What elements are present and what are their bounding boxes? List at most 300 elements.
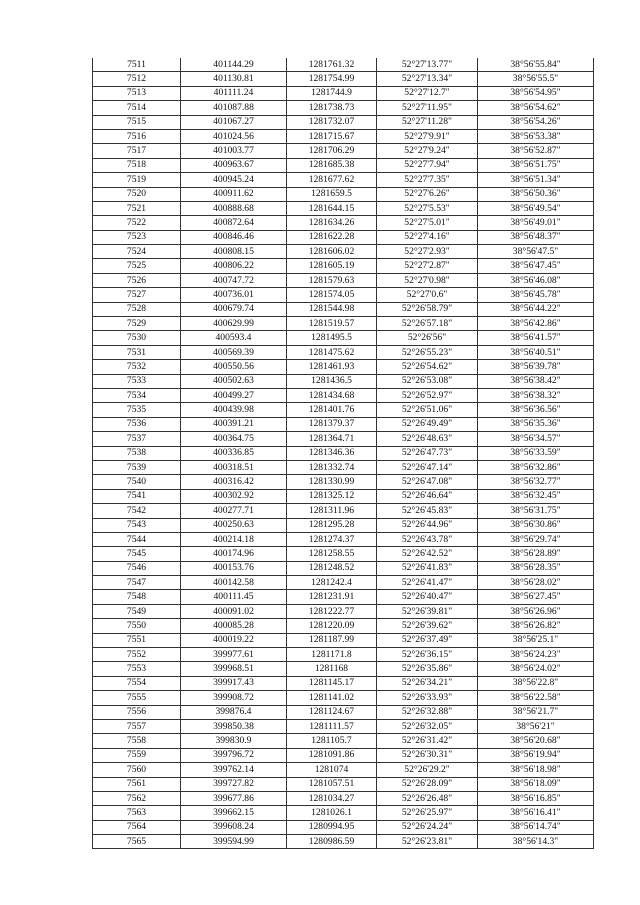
latitude-cell: 52°26'51.06" <box>377 403 478 417</box>
longitude-cell: 38°56'18.09" <box>478 777 594 791</box>
longitude-cell: 38°56'54.26" <box>478 115 594 129</box>
table-row <box>93 820 594 834</box>
x-coordinate-cell: 400085.28 <box>181 619 287 633</box>
y-coordinate-cell: 1281544.98 <box>287 302 377 316</box>
table-row <box>93 388 594 402</box>
y-coordinate-cell: 1281258.55 <box>287 547 377 561</box>
latitude-cell: 52°27'11.28" <box>377 115 478 129</box>
x-coordinate-cell: 401144.29 <box>181 58 287 72</box>
latitude-cell: 52°26'34.21" <box>377 676 478 690</box>
longitude-cell: 38°56'16.85" <box>478 791 594 805</box>
x-coordinate-cell: 400364.75 <box>181 432 287 446</box>
x-coordinate-cell: 400945.24 <box>181 173 287 187</box>
table-row <box>93 590 594 604</box>
point-number-cell: 7540 <box>93 475 181 489</box>
y-coordinate-cell: 1281606.02 <box>287 245 377 259</box>
longitude-cell: 38°56'32.45" <box>478 489 594 503</box>
table-row <box>93 518 594 532</box>
table-row <box>93 791 594 805</box>
point-number-cell: 7541 <box>93 489 181 503</box>
point-number-cell: 7519 <box>93 173 181 187</box>
y-coordinate-cell: 1281706.29 <box>287 144 377 158</box>
point-number-cell: 7513 <box>93 86 181 100</box>
y-coordinate-cell: 1281754.99 <box>287 72 377 86</box>
x-coordinate-cell: 399876.4 <box>181 705 287 719</box>
longitude-cell: 38°56'47.5" <box>478 245 594 259</box>
y-coordinate-cell: 1281434.68 <box>287 388 377 402</box>
table-row <box>93 604 594 618</box>
latitude-cell: 52°26'56" <box>377 331 478 345</box>
longitude-cell: 38°56'25.1" <box>478 633 594 647</box>
y-coordinate-cell: 1281715.67 <box>287 129 377 143</box>
y-coordinate-cell: 1281644.15 <box>287 201 377 215</box>
latitude-cell: 52°27'2.93" <box>377 245 478 259</box>
x-coordinate-cell: 400277.71 <box>181 504 287 518</box>
latitude-cell: 52°27'0.98" <box>377 273 478 287</box>
table-row <box>93 734 594 748</box>
table-row <box>93 777 594 791</box>
point-number-cell: 7543 <box>93 518 181 532</box>
x-coordinate-cell: 401111.24 <box>181 86 287 100</box>
latitude-cell: 52°26'45.83" <box>377 504 478 518</box>
y-coordinate-cell: 1281761.32 <box>287 58 377 72</box>
point-number-cell: 7535 <box>93 403 181 417</box>
x-coordinate-cell: 399662.15 <box>181 806 287 820</box>
point-number-cell: 7562 <box>93 791 181 805</box>
x-coordinate-cell: 400250.63 <box>181 518 287 532</box>
point-number-cell: 7522 <box>93 216 181 230</box>
latitude-cell: 52°27'0.6" <box>377 288 478 302</box>
latitude-cell: 52°27'7.94" <box>377 158 478 172</box>
point-number-cell: 7544 <box>93 532 181 546</box>
table-row <box>93 72 594 86</box>
longitude-cell: 38°56'33.59" <box>478 446 594 460</box>
point-number-cell: 7553 <box>93 662 181 676</box>
x-coordinate-cell: 400629.99 <box>181 317 287 331</box>
y-coordinate-cell: 1281574.05 <box>287 288 377 302</box>
latitude-cell: 52°26'54.62" <box>377 360 478 374</box>
longitude-cell: 38°56'55.5" <box>478 72 594 86</box>
y-coordinate-cell: 1281677.62 <box>287 173 377 187</box>
latitude-cell: 52°26'47.73" <box>377 446 478 460</box>
table-row <box>93 705 594 719</box>
table-row <box>93 144 594 158</box>
point-number-cell: 7524 <box>93 245 181 259</box>
y-coordinate-cell: 1281222.77 <box>287 604 377 618</box>
longitude-cell: 38°56'35.36" <box>478 417 594 431</box>
point-number-cell: 7512 <box>93 72 181 86</box>
x-coordinate-cell: 400888.68 <box>181 201 287 215</box>
latitude-cell: 52°26'57.18" <box>377 317 478 331</box>
point-number-cell: 7564 <box>93 820 181 834</box>
y-coordinate-cell: 1281295.28 <box>287 518 377 532</box>
latitude-cell: 52°27'4.16" <box>377 230 478 244</box>
longitude-cell: 38°56'28.89" <box>478 547 594 561</box>
y-coordinate-cell: 1281475.62 <box>287 345 377 359</box>
point-number-cell: 7545 <box>93 547 181 561</box>
x-coordinate-cell: 400391.21 <box>181 417 287 431</box>
latitude-cell: 52°26'26.48" <box>377 791 478 805</box>
longitude-cell: 38°56'34.57" <box>478 432 594 446</box>
x-coordinate-cell: 400872.64 <box>181 216 287 230</box>
point-number-cell: 7534 <box>93 388 181 402</box>
latitude-cell: 52°26'39.62" <box>377 619 478 633</box>
latitude-cell: 52°26'41.47" <box>377 576 478 590</box>
point-number-cell: 7523 <box>93 230 181 244</box>
latitude-cell: 52°26'31.42" <box>377 734 478 748</box>
y-coordinate-cell: 1281330.99 <box>287 475 377 489</box>
y-coordinate-cell: 1281105.7 <box>287 734 377 748</box>
point-number-cell: 7529 <box>93 317 181 331</box>
latitude-cell: 52°26'23.81" <box>377 835 478 849</box>
point-number-cell: 7527 <box>93 288 181 302</box>
point-number-cell: 7560 <box>93 763 181 777</box>
table-row <box>93 345 594 359</box>
x-coordinate-cell: 400846.46 <box>181 230 287 244</box>
latitude-cell: 52°26'48.63" <box>377 432 478 446</box>
table-row <box>93 806 594 820</box>
x-coordinate-cell: 400593.4 <box>181 331 287 345</box>
point-number-cell: 7539 <box>93 460 181 474</box>
longitude-cell: 38°56'46.08" <box>478 273 594 287</box>
table-row <box>93 360 594 374</box>
table-row <box>93 302 594 316</box>
x-coordinate-cell: 401130.81 <box>181 72 287 86</box>
y-coordinate-cell: 1281732.07 <box>287 115 377 129</box>
y-coordinate-cell: 1281495.5 <box>287 331 377 345</box>
latitude-cell: 52°26'46.64" <box>377 489 478 503</box>
latitude-cell: 52°27'5.01" <box>377 216 478 230</box>
latitude-cell: 52°26'55.23" <box>377 345 478 359</box>
table-row <box>93 101 594 115</box>
table-row <box>93 331 594 345</box>
longitude-cell: 38°56'55.84" <box>478 58 594 72</box>
latitude-cell: 52°26'36.15" <box>377 648 478 662</box>
latitude-cell: 52°26'30.31" <box>377 748 478 762</box>
longitude-cell: 38°56'48.37" <box>478 230 594 244</box>
latitude-cell: 52°26'33.93" <box>377 691 478 705</box>
latitude-cell: 52°26'43.78" <box>377 532 478 546</box>
point-number-cell: 7525 <box>93 259 181 273</box>
latitude-cell: 52°26'47.08" <box>377 475 478 489</box>
y-coordinate-cell: 1281738.73 <box>287 101 377 115</box>
latitude-cell: 52°26'32.05" <box>377 719 478 733</box>
latitude-cell: 52°26'29.2" <box>377 763 478 777</box>
latitude-cell: 52°27'13.77" <box>377 58 478 72</box>
coordinate-sheet <box>92 58 593 849</box>
x-coordinate-cell: 400679.74 <box>181 302 287 316</box>
latitude-cell: 52°26'42.52" <box>377 547 478 561</box>
longitude-cell: 38°56'18.98" <box>478 763 594 777</box>
longitude-cell: 38°56'16.41" <box>478 806 594 820</box>
table-row <box>93 403 594 417</box>
table-row <box>93 648 594 662</box>
x-coordinate-cell: 400019.22 <box>181 633 287 647</box>
x-coordinate-cell: 400502.63 <box>181 374 287 388</box>
table-row <box>93 532 594 546</box>
point-number-cell: 7514 <box>93 101 181 115</box>
point-number-cell: 7520 <box>93 187 181 201</box>
x-coordinate-cell: 400214.18 <box>181 532 287 546</box>
latitude-cell: 52°26'39.81" <box>377 604 478 618</box>
y-coordinate-cell: 1281057.51 <box>287 777 377 791</box>
longitude-cell: 38°56'22.58" <box>478 691 594 705</box>
point-number-cell: 7538 <box>93 446 181 460</box>
latitude-cell: 52°27'6.26" <box>377 187 478 201</box>
y-coordinate-cell: 1281274.37 <box>287 532 377 546</box>
point-number-cell: 7536 <box>93 417 181 431</box>
table-row <box>93 446 594 460</box>
point-number-cell: 7551 <box>93 633 181 647</box>
x-coordinate-cell: 399608.24 <box>181 820 287 834</box>
point-number-cell: 7516 <box>93 129 181 143</box>
coordinate-table-body <box>93 58 594 849</box>
x-coordinate-cell: 399830.9 <box>181 734 287 748</box>
longitude-cell: 38°56'22.8" <box>478 676 594 690</box>
longitude-cell: 38°56'38.42" <box>478 374 594 388</box>
table-row <box>93 619 594 633</box>
longitude-cell: 38°56'53.38" <box>478 129 594 143</box>
longitude-cell: 38°56'32.77" <box>478 475 594 489</box>
y-coordinate-cell: 1280994.95 <box>287 820 377 834</box>
longitude-cell: 38°56'54.62" <box>478 101 594 115</box>
longitude-cell: 38°56'52.87" <box>478 144 594 158</box>
table-row <box>93 158 594 172</box>
y-coordinate-cell: 1281622.28 <box>287 230 377 244</box>
point-number-cell: 7528 <box>93 302 181 316</box>
point-number-cell: 7549 <box>93 604 181 618</box>
x-coordinate-cell: 399762.14 <box>181 763 287 777</box>
table-row <box>93 288 594 302</box>
y-coordinate-cell: 1281171.8 <box>287 648 377 662</box>
latitude-cell: 52°26'53.08" <box>377 374 478 388</box>
x-coordinate-cell: 400736.01 <box>181 288 287 302</box>
x-coordinate-cell: 399796.72 <box>181 748 287 762</box>
longitude-cell: 38°56'54.95" <box>478 86 594 100</box>
point-number-cell: 7555 <box>93 691 181 705</box>
longitude-cell: 38°56'40.51" <box>478 345 594 359</box>
table-row <box>93 719 594 733</box>
y-coordinate-cell: 1281242.4 <box>287 576 377 590</box>
x-coordinate-cell: 400806.22 <box>181 259 287 273</box>
y-coordinate-cell: 1281379.37 <box>287 417 377 431</box>
y-coordinate-cell: 1281034.27 <box>287 791 377 805</box>
table-row <box>93 259 594 273</box>
x-coordinate-cell: 400174.96 <box>181 547 287 561</box>
y-coordinate-cell: 1281074 <box>287 763 377 777</box>
y-coordinate-cell: 1281325.12 <box>287 489 377 503</box>
longitude-cell: 38°56'41.57" <box>478 331 594 345</box>
longitude-cell: 38°56'51.75" <box>478 158 594 172</box>
x-coordinate-cell: 400153.76 <box>181 561 287 575</box>
point-number-cell: 7530 <box>93 331 181 345</box>
longitude-cell: 38°56'26.96" <box>478 604 594 618</box>
longitude-cell: 38°56'26.82" <box>478 619 594 633</box>
table-row <box>93 230 594 244</box>
latitude-cell: 52°26'24.24" <box>377 820 478 834</box>
point-number-cell: 7554 <box>93 676 181 690</box>
y-coordinate-cell: 1281124.67 <box>287 705 377 719</box>
point-number-cell: 7517 <box>93 144 181 158</box>
point-number-cell: 7511 <box>93 58 181 72</box>
y-coordinate-cell: 1281220.09 <box>287 619 377 633</box>
point-number-cell: 7559 <box>93 748 181 762</box>
longitude-cell: 38°56'45.78" <box>478 288 594 302</box>
point-number-cell: 7557 <box>93 719 181 733</box>
table-row <box>93 676 594 690</box>
table-row <box>93 576 594 590</box>
y-coordinate-cell: 1281744.9 <box>287 86 377 100</box>
x-coordinate-cell: 400091.02 <box>181 604 287 618</box>
x-coordinate-cell: 399977.61 <box>181 648 287 662</box>
x-coordinate-cell: 400439.98 <box>181 403 287 417</box>
y-coordinate-cell: 1281659.5 <box>287 187 377 201</box>
table-row <box>93 115 594 129</box>
longitude-cell: 38°56'49.54" <box>478 201 594 215</box>
x-coordinate-cell: 400911.62 <box>181 187 287 201</box>
longitude-cell: 38°56'49.01" <box>478 216 594 230</box>
point-number-cell: 7552 <box>93 648 181 662</box>
y-coordinate-cell: 1281311.96 <box>287 504 377 518</box>
longitude-cell: 38°56'21.7" <box>478 705 594 719</box>
x-coordinate-cell: 401067.27 <box>181 115 287 129</box>
longitude-cell: 38°56'50.36" <box>478 187 594 201</box>
x-coordinate-cell: 399677.86 <box>181 791 287 805</box>
x-coordinate-cell: 400963.67 <box>181 158 287 172</box>
y-coordinate-cell: 1280986.59 <box>287 835 377 849</box>
point-number-cell: 7515 <box>93 115 181 129</box>
x-coordinate-cell: 399850.38 <box>181 719 287 733</box>
longitude-cell: 38°56'51.34" <box>478 173 594 187</box>
longitude-cell: 38°56'32.86" <box>478 460 594 474</box>
x-coordinate-cell: 400142.58 <box>181 576 287 590</box>
table-row <box>93 273 594 287</box>
table-row <box>93 504 594 518</box>
y-coordinate-cell: 1281141.02 <box>287 691 377 705</box>
latitude-cell: 52°26'58.79" <box>377 302 478 316</box>
x-coordinate-cell: 400318.51 <box>181 460 287 474</box>
x-coordinate-cell: 399908.72 <box>181 691 287 705</box>
table-row <box>93 374 594 388</box>
table-row <box>93 748 594 762</box>
longitude-cell: 38°56'14.74" <box>478 820 594 834</box>
y-coordinate-cell: 1281436.5 <box>287 374 377 388</box>
y-coordinate-cell: 1281187.99 <box>287 633 377 647</box>
y-coordinate-cell: 1281579.63 <box>287 273 377 287</box>
y-coordinate-cell: 1281091.86 <box>287 748 377 762</box>
table-row <box>93 547 594 561</box>
y-coordinate-cell: 1281519.57 <box>287 317 377 331</box>
y-coordinate-cell: 1281401.76 <box>287 403 377 417</box>
longitude-cell: 38°56'31.75" <box>478 504 594 518</box>
x-coordinate-cell: 400550.56 <box>181 360 287 374</box>
x-coordinate-cell: 400499.27 <box>181 388 287 402</box>
point-number-cell: 7518 <box>93 158 181 172</box>
latitude-cell: 52°26'52.97" <box>377 388 478 402</box>
longitude-cell: 38°56'21" <box>478 719 594 733</box>
table-row <box>93 691 594 705</box>
table-row <box>93 662 594 676</box>
x-coordinate-cell: 400302.92 <box>181 489 287 503</box>
longitude-cell: 38°56'19.94" <box>478 748 594 762</box>
latitude-cell: 52°27'7.35" <box>377 173 478 187</box>
longitude-cell: 38°56'38.32" <box>478 388 594 402</box>
x-coordinate-cell: 399968.51 <box>181 662 287 676</box>
longitude-cell: 38°56'29.74" <box>478 532 594 546</box>
x-coordinate-cell: 400336.85 <box>181 446 287 460</box>
table-row <box>93 86 594 100</box>
table-row <box>93 216 594 230</box>
latitude-cell: 52°27'11.95" <box>377 101 478 115</box>
point-number-cell: 7548 <box>93 590 181 604</box>
latitude-cell: 52°26'44.96" <box>377 518 478 532</box>
point-number-cell: 7521 <box>93 201 181 215</box>
table-row <box>93 187 594 201</box>
point-number-cell: 7561 <box>93 777 181 791</box>
latitude-cell: 52°27'9.91" <box>377 129 478 143</box>
x-coordinate-cell: 400569.39 <box>181 345 287 359</box>
latitude-cell: 52°26'32.88" <box>377 705 478 719</box>
point-number-cell: 7542 <box>93 504 181 518</box>
latitude-cell: 52°26'40.47" <box>377 590 478 604</box>
point-number-cell: 7556 <box>93 705 181 719</box>
coordinate-table <box>92 58 594 849</box>
point-number-cell: 7532 <box>93 360 181 374</box>
y-coordinate-cell: 1281461.93 <box>287 360 377 374</box>
longitude-cell: 38°56'36.56" <box>478 403 594 417</box>
x-coordinate-cell: 400316.42 <box>181 475 287 489</box>
table-row <box>93 432 594 446</box>
latitude-cell: 52°26'25.97" <box>377 806 478 820</box>
table-row <box>93 633 594 647</box>
latitude-cell: 52°27'12.7" <box>377 86 478 100</box>
latitude-cell: 52°27'13.34" <box>377 72 478 86</box>
longitude-cell: 38°56'44.22" <box>478 302 594 316</box>
longitude-cell: 38°56'14.3" <box>478 835 594 849</box>
x-coordinate-cell: 399917.43 <box>181 676 287 690</box>
point-number-cell: 7533 <box>93 374 181 388</box>
y-coordinate-cell: 1281026.1 <box>287 806 377 820</box>
latitude-cell: 52°26'41.83" <box>377 561 478 575</box>
table-row <box>93 129 594 143</box>
table-row <box>93 317 594 331</box>
longitude-cell: 38°56'28.02" <box>478 576 594 590</box>
x-coordinate-cell: 401087.88 <box>181 101 287 115</box>
x-coordinate-cell: 399727.82 <box>181 777 287 791</box>
longitude-cell: 38°56'20.68" <box>478 734 594 748</box>
x-coordinate-cell: 400111.45 <box>181 590 287 604</box>
longitude-cell: 38°56'42.86" <box>478 317 594 331</box>
y-coordinate-cell: 1281168 <box>287 662 377 676</box>
point-number-cell: 7558 <box>93 734 181 748</box>
latitude-cell: 52°26'28.09" <box>377 777 478 791</box>
longitude-cell: 38°56'24.23" <box>478 648 594 662</box>
latitude-cell: 52°26'49.49" <box>377 417 478 431</box>
point-number-cell: 7563 <box>93 806 181 820</box>
table-row <box>93 763 594 777</box>
y-coordinate-cell: 1281332.74 <box>287 460 377 474</box>
y-coordinate-cell: 1281145.17 <box>287 676 377 690</box>
y-coordinate-cell: 1281248.52 <box>287 561 377 575</box>
y-coordinate-cell: 1281364.71 <box>287 432 377 446</box>
longitude-cell: 38°56'30.86" <box>478 518 594 532</box>
longitude-cell: 38°56'39.78" <box>478 360 594 374</box>
table-row <box>93 835 594 849</box>
table-row <box>93 561 594 575</box>
latitude-cell: 52°26'35.86" <box>377 662 478 676</box>
y-coordinate-cell: 1281685.38 <box>287 158 377 172</box>
latitude-cell: 52°26'47.14" <box>377 460 478 474</box>
